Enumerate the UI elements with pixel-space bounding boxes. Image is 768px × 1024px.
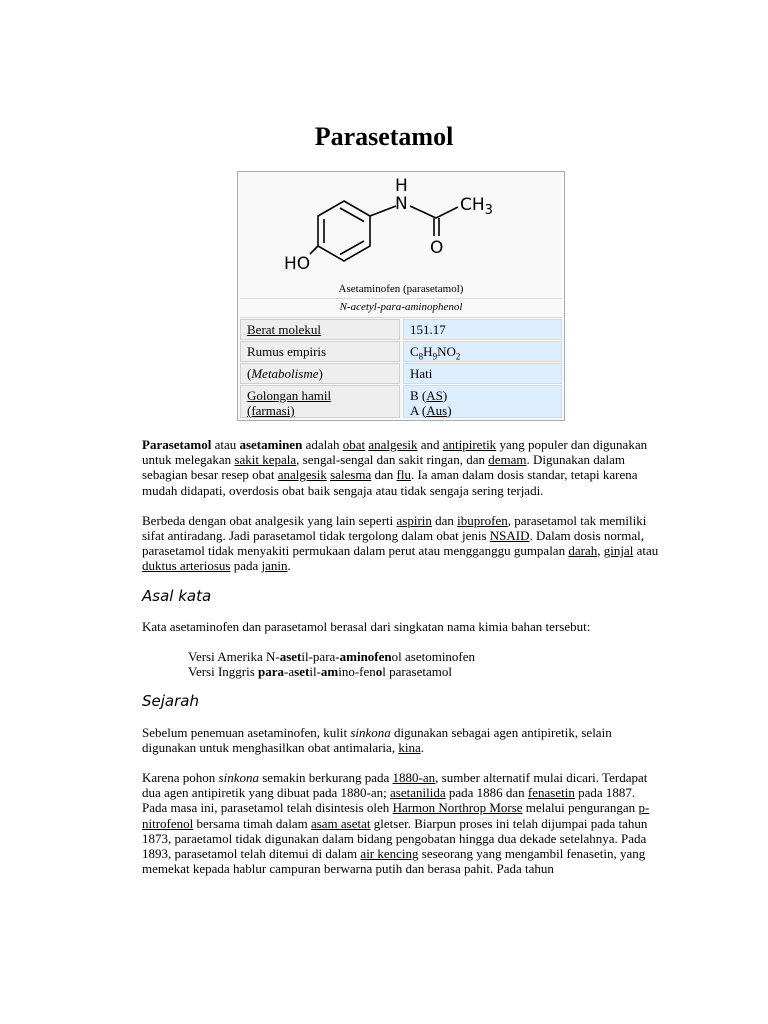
link-asetanilida[interactable]: asetanilida — [390, 785, 446, 801]
link-salesma[interactable]: salesma — [330, 467, 372, 483]
comparison-paragraph: Berbeda dengan obat analgesik yang lain seperti aspirin dan ibuprofen, parasetamol tak memiliki sifat antiradang. Jadi parasetamol tidak tergolong dalam obat jenis NSAID. Dalam dosis normal, parasetamol tidak menyakiti permukaan dalam perut atau mengganggu gumpalan darah, ginjal atau duktus arteriosus pada janin. — [142, 512, 659, 574]
intro-paragraph: Parasetamol atau asetaminen adalah obat analgesik and antipiretik yang populer dan digunakan untuk melegakan sakit kepala, sengal-sengal dan sakit ringan, dan demam. Digunakan dalam sebagian besar resep obat analgesik salesma dan flu. Ia aman dalam dosis standar, tetapi karena mudah didapati, overdosis obat baik sengaja atau tidak sengaja sering terjadi. — [142, 437, 648, 498]
link-janin[interactable]: janin — [261, 558, 288, 574]
formula-value: $C_8H_9NO_2$ — [403, 341, 562, 362]
link-analgesik-2[interactable]: analgesik — [277, 467, 327, 483]
link-1880-an[interactable]: 1880-an — [392, 770, 436, 786]
link-asam-asetat[interactable]: asam asetat — [310, 815, 371, 831]
struct-label-n: N — [395, 194, 408, 214]
table-row — [240, 385, 562, 418]
row-label — [240, 319, 400, 340]
link-p-nitrofenol[interactable]: p-nitrofenol — [142, 800, 650, 831]
as-link[interactable]: AS — [426, 388, 443, 403]
drug-infobox — [237, 171, 565, 421]
iupac-name: N-acetyl-para-aminophenol — [339, 301, 463, 313]
etymology-us: Versi Amerika N-asetil-para-aminofenol asetominofen — [188, 649, 476, 665]
link-duktus-arteriosus[interactable]: duktus arteriosus — [142, 558, 231, 574]
molecular-weight-link[interactable]: Berat molekul — [247, 322, 322, 337]
etymology-uk: Versi Inggris para-asetil-amino-fenol parasetamol — [188, 664, 452, 680]
link-aspirin[interactable]: aspirin — [396, 512, 432, 528]
link-demam[interactable]: demam — [488, 452, 527, 468]
molecular-weight-value: 151.17 — [403, 319, 562, 340]
history-paragraph-1: Sebelum penemuan asetaminofen, kulit sinkona digunakan sebagai agen antipiretik, selain digunakan untuk menghasilkan obat antimalaria, kina. — [142, 724, 612, 755]
link-ibuprofen[interactable]: ibuprofen — [457, 512, 508, 528]
etymology-paragraph: Kata asetaminofen dan parasetamol berasal dari singkatan nama kimia bahan tersebut: — [142, 618, 591, 634]
table-row — [240, 341, 562, 362]
link-darah[interactable]: darah — [568, 543, 598, 559]
link-antipiretik[interactable]: antipiretik — [442, 437, 497, 452]
properties-table — [240, 319, 562, 419]
article-body — [142, 437, 662, 891]
paracetamol-structure-image — [278, 174, 508, 278]
pregnancy-category-label — [240, 385, 400, 418]
link-sakit-kepala[interactable]: sakit kepala — [234, 452, 297, 468]
pregnancy-category-value: B (AS) A (Aus) — [403, 385, 562, 418]
struct-label-o: O — [430, 238, 444, 258]
aus-link[interactable]: Aus — [426, 403, 448, 418]
struct-label-h: H — [395, 176, 408, 196]
history-paragraph-2: Karena pohon sinkona semakin berkurang pada 1880-an, sumber alternatif mulai dicari. Terdapat dua agen antipiretik yang dibuat pada 1880-an; asetanilida pada 1886 dan fenasetin pada 1887. Pada masa ini, parasetamol telah disintesis oleh Harmon Northrop Morse melalui pengurangan p-nitrofenol bersama timah dalam asam asetat gletser. Biarpun proses ini telah dijumpai pada tahun 1873, paraetamol tidak digunakan dalam bidang pengobatan hingga dua dekade setelahnya. Pada 1893, parasetamol telah ditemui di dalam air kencing seseorang yang mengambil fenasetin, yang memekat kepada hablur campuran berwarna putih dan berasa pahit. Pada tahun — [142, 770, 650, 877]
section-heading-asal-kata: Asal kata — [142, 586, 212, 605]
metabolism-value: Hati — [403, 363, 562, 384]
table-row — [240, 319, 562, 340]
link-flu[interactable]: flu — [396, 467, 411, 483]
structure-caption: Asetaminofen (parasetamol) — [338, 283, 464, 295]
link-air-kencing[interactable]: air kencing — [360, 846, 419, 862]
link-analgesik[interactable]: analgesik — [368, 437, 418, 452]
link-obat[interactable]: obat — [342, 437, 366, 452]
struct-label-ho: HO — [284, 254, 311, 274]
link-fenasetin[interactable]: fenasetin — [527, 785, 575, 801]
struct-label-ch3: $CH_3$ — [460, 195, 493, 218]
metabolism-label: (Metabolisme) — [240, 363, 400, 384]
link-harmon-northrop-morse[interactable]: Harmon Northrop Morse — [392, 800, 523, 816]
table-row — [240, 363, 562, 384]
link-kina[interactable]: kina — [398, 739, 421, 755]
pregnancy-category-link[interactable]: Golongan hamil (farmasi) — [247, 388, 332, 418]
link-nsaid[interactable]: NSAID — [489, 528, 530, 544]
divider — [240, 298, 562, 299]
formula-label: Rumus empiris — [240, 341, 400, 362]
divider — [240, 317, 562, 318]
page-title: Parasetamol — [314, 122, 454, 151]
link-ginjal[interactable]: ginjal — [603, 543, 634, 559]
section-heading-sejarah: Sejarah — [142, 692, 199, 711]
